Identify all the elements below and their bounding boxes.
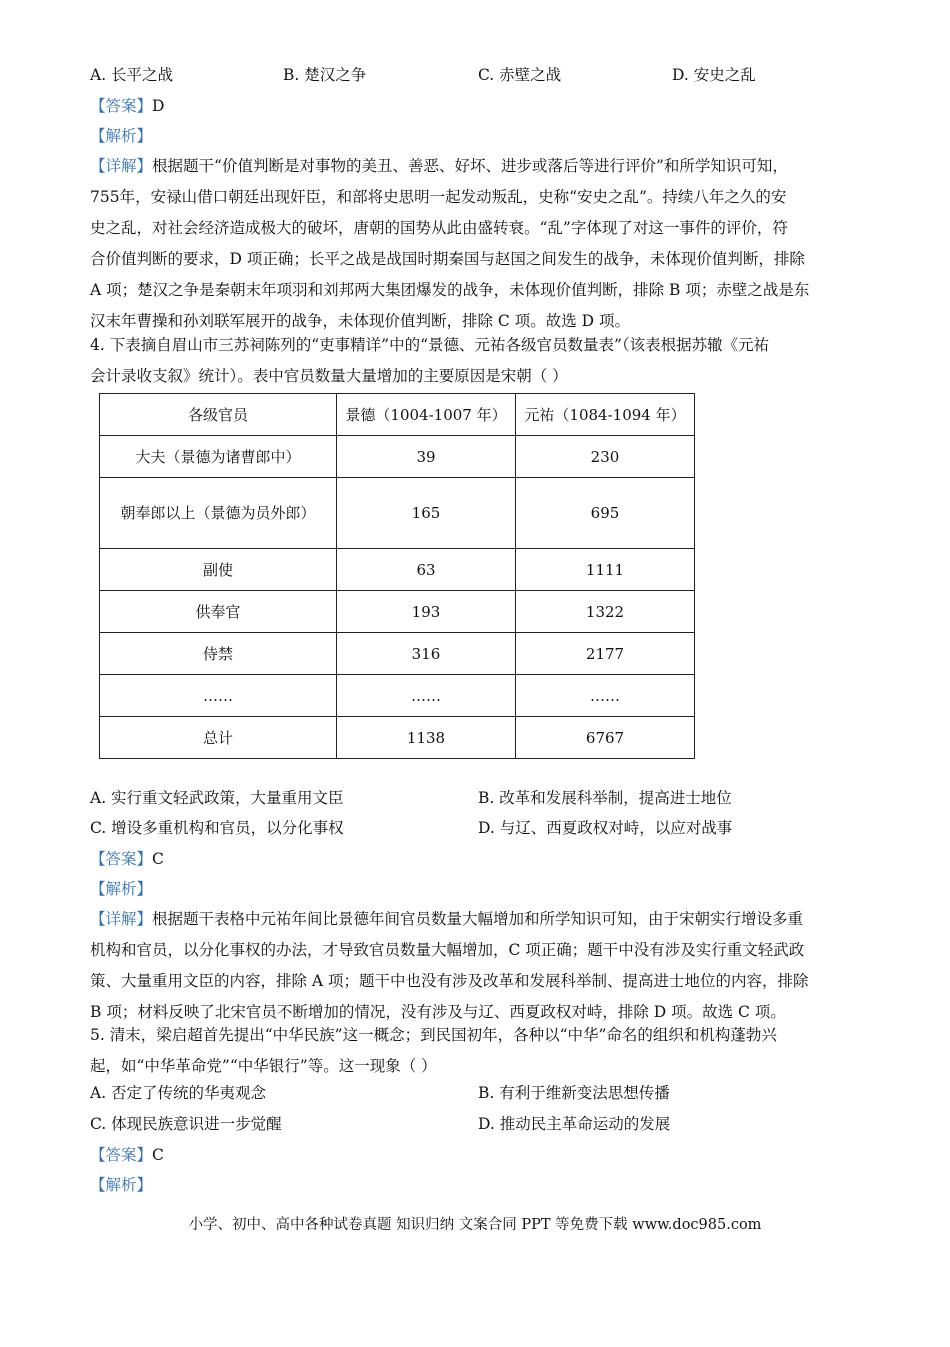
q3-detail-line: 755年，安禄山借口朝廷出现奸臣，和部将史思明一起发动叛乱，史称“安史之乱”。持续八年之久的安 [90,188,787,206]
answer-tag: 【答案】 [90,850,153,868]
table-header-cell: 各级官员 [100,394,337,436]
table-header-row [100,394,695,436]
q4-detail-line: B 项；材料反映了北宋官员不断增加的情况，没有涉及与辽、西夏政权对峙，排除 D 项。故选 C 项。 [90,1003,786,1021]
q3-option-a: A. 长平之战 [90,66,174,84]
table-cell: 2177 [516,633,695,675]
q5-stem-line: 起，如“中华革命党”“中华银行”等。这一现象（ ） [90,1057,437,1075]
table-cell: 165 [337,478,516,549]
q5-option-a: A. 否定了传统的华夷观念 [90,1084,267,1102]
q3-answer: D [152,97,165,115]
table-row [100,717,695,759]
table-cell: 39 [337,436,516,478]
q5-answer-line [90,1144,164,1166]
q4-option-a: A. 实行重文轻武政策，大量重用文臣 [90,789,344,807]
q3-answer-line [90,95,164,117]
table-cell: 1138 [337,717,516,759]
table-cell: 695 [516,478,695,549]
table-cell: 6767 [516,717,695,759]
table-row [100,478,695,549]
table-row [100,436,695,478]
q5-analysis-tag: 【解析】 [90,1176,153,1194]
table-row [100,591,695,633]
officials-table [99,393,695,759]
q4-option-b: B. 改革和发展科举制，提高进士地位 [478,789,732,807]
table-row [100,675,695,717]
q4-stem-line: 会计录收支叙》统计）。表中官员数量大量增加的主要原因是宋朝（ ） [90,367,568,385]
table-cell: 供奉官 [100,591,337,633]
answer-tag: 【答案】 [90,97,153,115]
q3-detail-line: 合价值判断的要求，D 项正确；长平之战是战国时期秦国与赵国之间发生的战争，未体现价值判断，排除 [90,250,805,268]
q4-detail [90,904,862,1028]
q5-stem-line: 5. 清末，梁启超首先提出“中华民族”这一概念；到民国初年，各种以“中华”命名的组织和机构蓬勃兴 [90,1026,777,1044]
q4-analysis-tag: 【解析】 [90,880,153,898]
q4-answer: C [152,850,164,868]
table-cell: 316 [337,633,516,675]
table-cell: 朝奉郎以上（景德为员外郎） [100,478,337,549]
q3-detail-line: 汉末年曹操和孙刘联军展开的战争，未体现价值判断，排除 C 项。故选 D 项。 [90,312,630,330]
q4-option-c: C. 增设多重机构和官员，以分化事权 [90,819,344,837]
q3-option-c: C. 赤壁之战 [478,66,562,84]
q5-option-b: B. 有利于维新变法思想传播 [478,1084,670,1102]
table-cell: 总计 [100,717,337,759]
table-cell: …… [100,675,337,717]
table-header-cell: 景德（1004-1007 年） [337,394,516,436]
q4-answer-line [90,848,164,870]
table-cell: …… [516,675,695,717]
q5-option-c: C. 体现民族意识进一步觉醒 [90,1115,282,1133]
q4-detail-line: 根据题干表格中元祐年间比景德年间官员数量大幅增加和所学知识可知，由于宋朝实行增设多重 [152,910,804,928]
q4-detail-line: 机构和官员，以分化事权的办法，才导致官员数量大幅增加，C 项正确；题干中没有涉及实行重文轻武政 [90,941,805,959]
table-cell: 193 [337,591,516,633]
q4-detail-line: 策、大量重用文臣的内容，排除 A 项；题干中也没有涉及改革和发展科举制、提高进士地位的内容，排除 [90,972,809,990]
table-row [100,549,695,591]
q3-option-b: B. 楚汉之争 [283,66,367,84]
table-cell: …… [337,675,516,717]
q3-detail-line: A 项；楚汉之争是秦朝末年项羽和刘邦两大集团爆发的战争，未体现价值判断，排除 B 项；赤壁之战是东 [90,281,810,299]
page-footer: 小学、初中、高中各种试卷真题 知识归纳 文案合同 PPT 等免费下载 www.doc985.com [188,1217,762,1233]
q4-stem [90,330,862,392]
table-cell: 副使 [100,549,337,591]
q3-detail-line: 根据题干“价值判断是对事物的美丑、善恶、好坏、进步或落后等进行评价”和所学知识可知， [152,157,788,175]
q3-analysis-tag: 【解析】 [90,127,153,145]
table-cell: 1322 [516,591,695,633]
q5-option-d: D. 推动民主革命运动的发展 [478,1115,671,1133]
detail-tag: 【详解】 [90,910,153,928]
q4-option-d: D. 与辽、西夏政权对峙，以应对战事 [478,819,733,837]
q5-answer: C [152,1146,164,1164]
q4-stem-line: 4. 下表摘自眉山市三苏祠陈列的“吏事精详”中的“景德、元祐各级官员数量表”（该表根据苏辙《元祐 [90,336,770,354]
table-cell: 大夫（景德为诸曹郎中） [100,436,337,478]
table-cell: 侍禁 [100,633,337,675]
table-row [100,633,695,675]
q3-option-d: D. 安史之乱 [672,66,756,84]
q3-detail [90,151,862,337]
q3-detail-line: 史之乱，对社会经济造成极大的破坏，唐朝的国势从此由盛转衰。“乱”字体现了对这一事件的评价，符 [90,219,788,237]
q5-stem [90,1020,862,1082]
table-cell: 230 [516,436,695,478]
answer-tag: 【答案】 [90,1146,153,1164]
table-cell: 1111 [516,549,695,591]
table-cell: 63 [337,549,516,591]
detail-tag: 【详解】 [90,157,153,175]
table-header-cell: 元祐（1084-1094 年） [516,394,695,436]
